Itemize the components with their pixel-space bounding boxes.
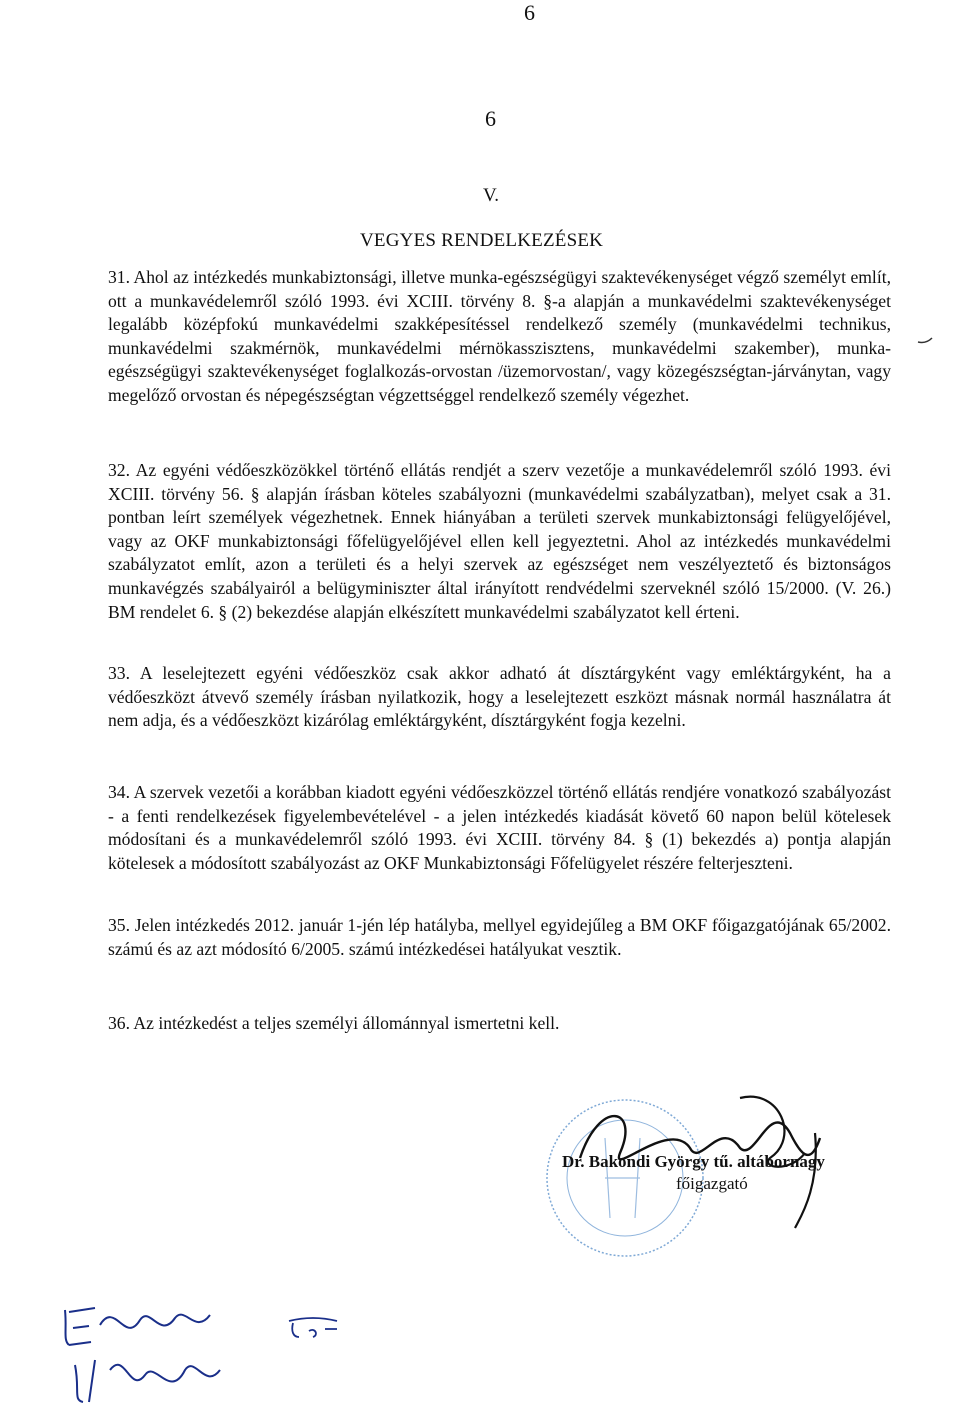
paragraph-31: 31. Ahol az intézkedés munkabiztonsági, illetve munka-egészségügyi szaktevékenységet végző személyt említ, ott a munkavédelemről szóló 1993. évi XCIII. törvény 8. §-a alapján a munkavédelmi szaktevékenységet legalább középfokú munkavédelmi szakképesítéssel rendelkező személy (munkavédelmi technikus, munkavédelmi szakmérnök, munkavédelmi mérnökasszisztens, munkavédelmi szakember), munka-egészségügyi szaktevékenységet foglalkozás-orvostan /üzemorvostan/, vagy közegészségtan-járványtan, vagy megelőző orvostan és népegészségtan végzettséggel rendelkező személy végezhet. (108, 267, 891, 405)
paragraph-36: 36. Az intézkedést a teljes személyi állománnyal ismertetni kell. (108, 1013, 560, 1033)
paragraph-34: 34. A szervek vezetői a korábban kiadott egyéni védőeszközzel történő ellátás rendjére vonatkozó szabályozást - a fenti rendelkezések figyelembevételével - a jelen intézkedés kiadását követő 60 napon belül kötelesek módosítani és a munkavédelemről szóló 1993. évi XCIII. törvény 84. § (1) bekezdés a) pontja alapján kötelesek a módosított szabályozást az OKF Munkabiztonsági Főfelügyelet részére felterjeszteni. (108, 782, 891, 873)
signatory-name: Dr. Bakondi György tű. altábornagy (562, 1152, 825, 1171)
handwritten-note-icon (55, 1290, 275, 1410)
paragraph-33: 33. A leselejtezett egyéni védőeszköz csak akkor adható át dísztárgyként vagy emléktárgyként, ha a védőeszközt átvevő személy írásban nyilatkozik, hogy a leselejtezett eszközt másnak normál használatra át nem adja, és a védőeszközt kizárólag emléktárgyként, dísztárgyként fogja kezelni. (108, 663, 891, 731)
handwritten-initials-icon (285, 1313, 345, 1343)
signatory-role: főigazgató (676, 1174, 748, 1193)
chapter-number: V. (483, 185, 500, 206)
top-page-number: 6 (524, 0, 535, 25)
page-number: 6 (485, 106, 496, 131)
paragraph-35: 35. Jelen intézkedés 2012. január 1-jén lép hatályba, mellyel egyidejűleg a BM OKF főigazgatójának 65/2002. számú és az azt módosító 6/2005. számú intézkedései hatályukat vesztik. (108, 915, 891, 959)
paragraph-32: 32. Az egyéni védőeszközökkel történő ellátás rendjét a szerv vezetője a munkavédelemről szóló 1993. évi XCIII. törvény 56. § alapján írásban köteles szabályozni (munkavédelmi szabályzatban), melyet csak a 31. pontban leírt személyek végezhetnek. Ennek hiányában a területi szervek munkabiztonsági felügyelőjével, vagy az OKF munkabiztonsági főfelügyelőjével ellen kell jegyeztetni. Ahol az intézkedés munkavédelmi szabályzatot említ, azon a területi és a helyi szervek az egészséget nem veszélyeztető és biztonságos munkavégzés szabályairól a belügyminiszter által irányított rendvédelmi szerveknél szóló 15/2000. (V. 26.) BM rendelet 6. § (2) bekezdése alapján elkészített munkavédelmi szabályzatot kell érteni. (108, 460, 891, 622)
margin-mark-icon (916, 328, 936, 348)
chapter-title: VEGYES RENDELKEZÉSEK (360, 230, 604, 251)
